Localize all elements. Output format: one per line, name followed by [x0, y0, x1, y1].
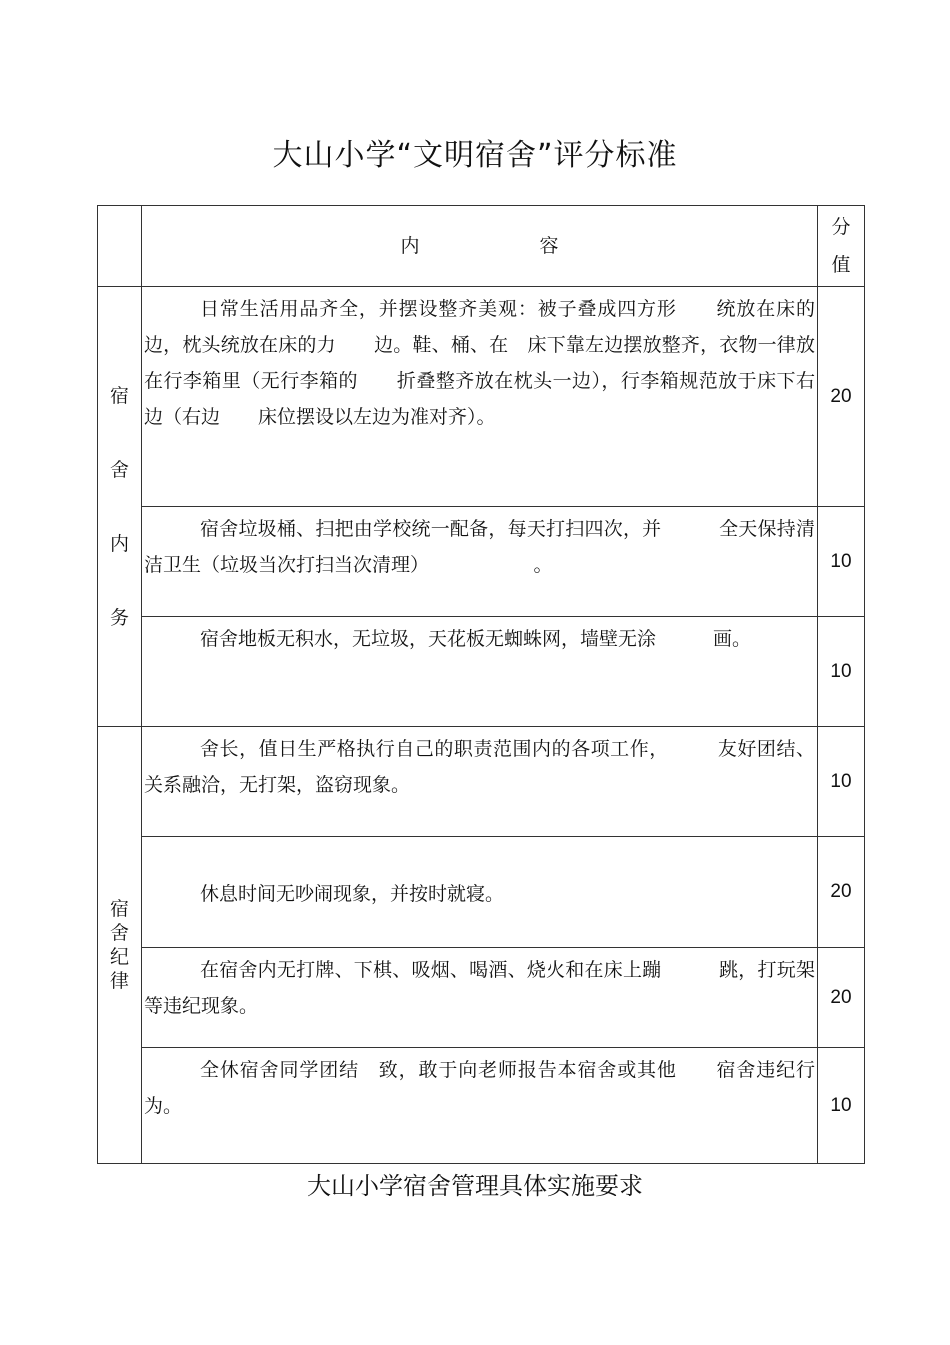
score-value: 20 [818, 837, 865, 948]
category-dorm-discipline: 宿 舍 纪 律 [98, 727, 142, 1164]
table-row [98, 837, 865, 948]
criterion-text: 日常生活用品齐全，并摆设整齐美观：被子叠成四方形 统放在床的边，枕头统放在床的力 边。鞋、桶、在 床下靠左边摆放整齐，衣物一律放在行李箱里（无行李箱的 折叠整齐放在枕头一边），行李箱规范放于床下右边（右边 床位摆设以左边为准对齐）。 [142, 287, 818, 507]
header-content-cell [142, 206, 818, 287]
header-score-cell [818, 206, 865, 287]
score-value: 10 [818, 727, 865, 837]
score-value: 20 [818, 287, 865, 507]
criterion-text: 宿舍地板无积水，无垃圾，天花板无蜘蛛网，墙壁无涂 画。 [142, 617, 818, 727]
table-header-row [98, 206, 865, 287]
table-row [98, 507, 865, 617]
section-subtitle: 大山小学宿舍管理具体实施要求 [307, 1172, 643, 1200]
table-row [98, 948, 865, 1048]
table-row [98, 287, 865, 507]
criterion-text: 在宿舍内无打牌、下棋、吸烟、喝酒、烧火和在床上蹦 跳，打玩架等违纪现象。 [142, 948, 818, 1048]
table-row [98, 1048, 865, 1164]
criterion-text: 舍长，值日生严格执行自己的职责范围内的各项工作， 友好团结、关系融洽，无打架，盗窃现象。 [142, 727, 818, 837]
scoring-table [97, 205, 865, 1164]
score-value: 20 [818, 948, 865, 1048]
page-title: 大山小学“文明宿舍”评分标准 [272, 138, 678, 173]
criterion-text: 宿舍垃圾桶、扫把由学校统一配备，每天打扫四次，并 全天保持清洁卫生（垃圾当次打扫当次清理） 。 [142, 507, 818, 617]
header-score-label-a: 分 [831, 216, 851, 238]
header-category-cell [98, 206, 142, 287]
header-content-label-b: 容 [539, 235, 559, 257]
score-value: 10 [818, 1048, 865, 1164]
criterion-text: 休息时间无吵闹现象，并按时就寝。 [142, 837, 818, 948]
score-value: 10 [818, 507, 865, 617]
score-value: 10 [818, 617, 865, 727]
table-row [98, 617, 865, 727]
header-score-label-b: 值 [831, 254, 851, 276]
category-dorm-affairs: 宿 舍 内 务 [98, 287, 142, 727]
header-content-label-a: 内 [400, 235, 420, 257]
table-row [98, 727, 865, 837]
criterion-text: 全休宿舍同学团结 致，敢于向老师报告本宿舍或其他 宿舍违纪行为。 [142, 1048, 818, 1164]
